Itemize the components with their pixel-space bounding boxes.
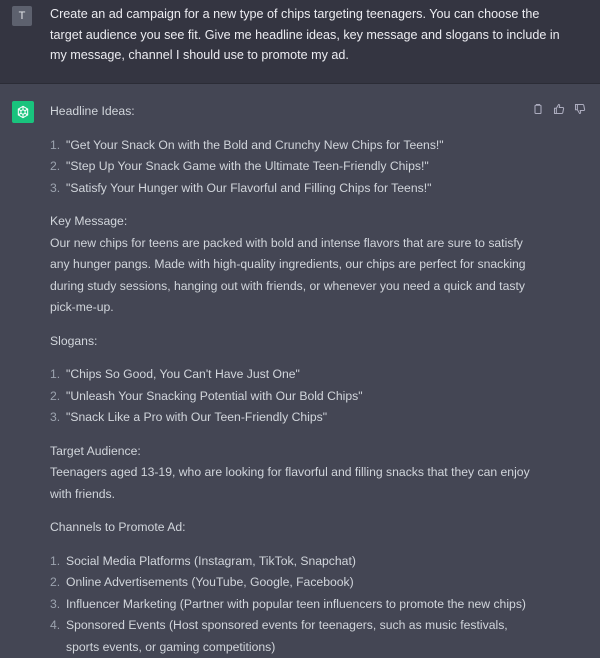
headline-list [50, 135, 530, 200]
slogan-list [50, 364, 530, 429]
channel-list [50, 551, 530, 658]
list-item: 3. Influencer Marketing (Partner with popular teen influencers to promote the new chips) [50, 594, 530, 616]
key-message-text: Our new chips for teens are packed with bold and intense flavors that are sure to satisfy any hunger pangs. Made with high-quality ingredients, our chips are perfect for snacking during study sessions, hanging out with friends, or whenever you need a quick and tasty pick-me-up. [50, 233, 530, 319]
list-item: 1. Social Media Platforms (Instagram, TikTok, Snapchat) [50, 551, 530, 573]
audience-text: Teenagers aged 13-19, who are looking for flavorful and filling snacks that they can enjoy with friends. [50, 462, 530, 505]
assistant-message-content [50, 101, 530, 658]
user-message-text: Create an ad campaign for a new type of chips targeting teenagers. You can choose the target audience you see fit. Give me headline ideas, key message and slogans to include in my message, channel I should use to promote my ad. [50, 4, 570, 66]
thumbs-down-icon[interactable] [573, 102, 586, 115]
headline-section-title: Headline Ideas: [50, 101, 530, 123]
list-item: 2. "Unleash Your Snacking Potential with Our Bold Chips" [50, 386, 530, 408]
list-item: 2. "Step Up Your Snack Game with the Ultimate Teen-Friendly Chips!" [50, 156, 530, 178]
list-item: 4. Sponsored Events (Host sponsored events for teenagers, such as music festivals, sports events, or gaming competitions) [50, 615, 530, 658]
openai-logo-icon [12, 101, 34, 123]
key-message-title: Key Message: [50, 211, 530, 233]
list-item: 3. "Snack Like a Pro with Our Teen-Friendly Chips" [50, 407, 530, 429]
thumbs-up-icon[interactable] [552, 102, 565, 115]
list-item: 2. Online Advertisements (YouTube, Google, Facebook) [50, 572, 530, 594]
message-actions [531, 102, 586, 115]
assistant-message-row [0, 1, 600, 575]
list-item: 3. "Satisfy Your Hunger with Our Flavorful and Filling Chips for Teens!" [50, 178, 530, 200]
slogans-section-title: Slogans: [50, 331, 530, 353]
list-item: 1. "Chips So Good, You Can't Have Just One" [50, 364, 530, 386]
channels-section-title: Channels to Promote Ad: [50, 517, 530, 539]
user-avatar: T [12, 6, 32, 26]
audience-title: Target Audience: [50, 441, 530, 463]
list-item: 1. "Get Your Snack On with the Bold and Crunchy New Chips for Teens!" [50, 135, 530, 157]
copy-icon[interactable] [531, 102, 544, 115]
